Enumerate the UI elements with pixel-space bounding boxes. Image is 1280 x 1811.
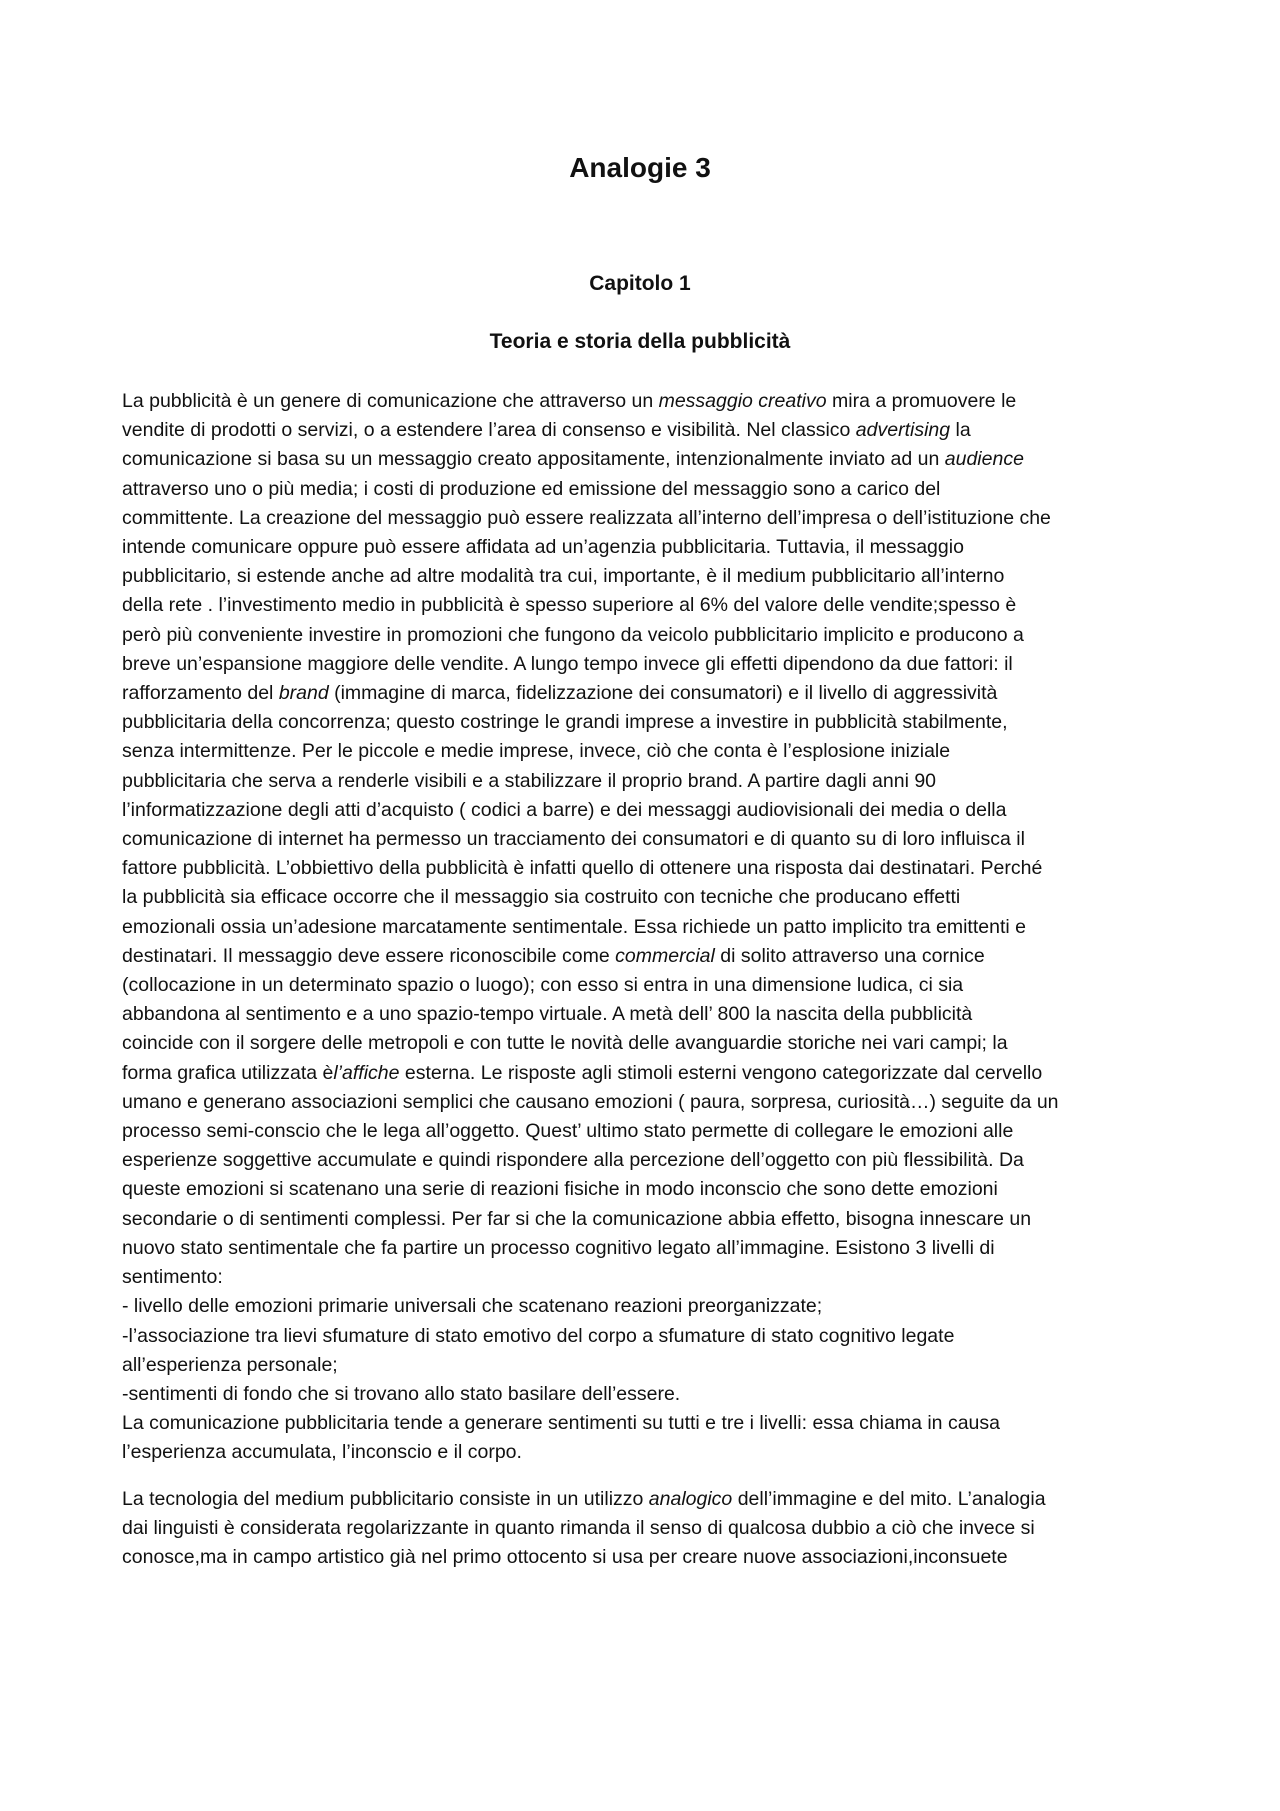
text-line bbox=[122, 562, 1182, 591]
text-line bbox=[122, 475, 1182, 504]
italic-run: messaggio creativo bbox=[658, 390, 827, 412]
text-run: dell’immagine e del mito. L’analogia bbox=[732, 1487, 1046, 1510]
text-line bbox=[122, 1059, 1182, 1088]
text-line bbox=[122, 883, 1182, 912]
text-run: pubblicitario, si estende anche ad altre modalità tra cui, importante, è il medium pubblicitario all’interno bbox=[122, 565, 1005, 588]
text-run: -l’associazione tra lievi sfumature di stato emotivo del corpo a sfumature di stato cognitivo legate bbox=[122, 1324, 955, 1347]
text-run: La comunicazione pubblicitaria tende a generare sentimenti su tutti e tre i livelli: essa chiama in causa bbox=[122, 1412, 1000, 1435]
text-line bbox=[122, 1146, 1182, 1175]
text-run: l’esperienza accumulata, l’inconscio e il corpo. bbox=[122, 1441, 522, 1464]
text-line bbox=[122, 1029, 1182, 1058]
text-run: conosce,ma in campo artistico già nel primo ottocento si usa per creare nuove associazioni,inconsuete bbox=[122, 1545, 1008, 1568]
text-line bbox=[122, 1263, 1182, 1292]
text-run: di solito attraverso una cornice bbox=[714, 944, 985, 967]
text-line bbox=[122, 825, 1182, 854]
text-run: -sentimenti di fondo che si trovano allo stato basilare dell’essere. bbox=[122, 1382, 681, 1405]
text-line bbox=[122, 1380, 1182, 1409]
text-line bbox=[122, 942, 1182, 971]
text-line bbox=[122, 1351, 1182, 1380]
body-text bbox=[122, 387, 1182, 1572]
text-line bbox=[122, 1322, 1182, 1351]
italic-run: advertising bbox=[855, 419, 951, 442]
italic-run: audience bbox=[944, 448, 1024, 471]
text-line bbox=[122, 971, 1182, 1000]
text-run: forma grafica utilizzata è bbox=[122, 1061, 334, 1084]
text-run: umano e generano associazioni semplici che causano emozioni ( paura, sorpresa, curiosità…) seguite da un bbox=[122, 1090, 1059, 1113]
text-line bbox=[122, 1409, 1182, 1438]
text-run: (immagine di marca, fidelizzazione dei consumatori) e il livello di aggressività bbox=[328, 682, 998, 705]
text-line bbox=[122, 1438, 1182, 1467]
text-line bbox=[122, 1117, 1182, 1146]
text-run: comunicazione si basa su un messaggio creato appositamente, intenzionalmente inviato ad un bbox=[122, 448, 945, 471]
text-run: emozionali ossia un’adesione marcatamente sentimentale. Essa richiede un patto implicito tra emittenti e bbox=[122, 915, 1026, 938]
text-line bbox=[122, 1175, 1182, 1204]
chapter-heading: Capitolo 1 bbox=[589, 272, 691, 295]
text-run: attraverso uno o più media; i costi di produzione ed emissione del messaggio sono a carico del bbox=[122, 477, 941, 500]
text-line bbox=[122, 1514, 1182, 1543]
text-line bbox=[122, 1485, 1182, 1514]
text-run: mira a promuovere le bbox=[826, 390, 1017, 412]
text-run: esperienze soggettive accumulate e quindi rispondere alla percezione dell’oggetto con più flessibilità. Da bbox=[122, 1149, 1024, 1172]
text-run: all’esperienza personale; bbox=[122, 1353, 338, 1376]
text-run: fattore pubblicità. L’obbiettivo della pubblicità è infatti quello di ottenere una risposta dai destinatari. Perché bbox=[122, 857, 1043, 880]
text-run: però più conveniente investire in promozioni che fungono da veicolo pubblicitario implicito e producono a bbox=[122, 623, 1024, 646]
text-line bbox=[122, 708, 1182, 737]
text-line bbox=[122, 854, 1182, 883]
text-line bbox=[122, 621, 1182, 650]
text-run: abbandona al sentimento e a uno spazio-tempo virtuale. A metà dell’ 800 la nascita della pubblicità bbox=[122, 1003, 973, 1026]
text-line bbox=[122, 767, 1182, 796]
text-run: la bbox=[950, 419, 971, 442]
text-line bbox=[122, 591, 1182, 620]
italic-run: brand bbox=[278, 682, 329, 705]
text-line bbox=[122, 533, 1182, 562]
text-run: La tecnologia del medium pubblicitario consiste in un utilizzo bbox=[122, 1487, 649, 1510]
text-line bbox=[122, 1292, 1182, 1321]
text-run: l’informatizzazione degli atti d’acquisto ( codici a barre) e dei messaggi audiovisionali dei media o della bbox=[122, 798, 1007, 821]
italic-run: l’affiche bbox=[333, 1061, 400, 1084]
text-run: sentimento: bbox=[122, 1266, 223, 1289]
text-run: (collocazione in un determinato spazio o luogo); con esso si entra in una dimensione ludica, ci sia bbox=[122, 974, 964, 997]
text-run: queste emozioni si scatenano una serie di reazioni fisiche in modo inconscio che sono dette emozioni bbox=[122, 1178, 998, 1201]
italic-run: commercial bbox=[615, 944, 715, 967]
document-title: Analogie 3 bbox=[569, 152, 711, 183]
text-line bbox=[122, 913, 1182, 942]
text-run: vendite di prodotti o servizi, o a estendere l’area di consenso e visibilità. Nel classico bbox=[122, 419, 856, 442]
text-run: destinatari. Il messaggio deve essere riconoscibile come bbox=[122, 944, 616, 967]
text-run: breve un’espansione maggiore delle vendite. A lungo tempo invece gli effetti dipendono da due fattori: il bbox=[122, 652, 1013, 675]
text-line bbox=[122, 1234, 1182, 1263]
text-run: dai linguisti è considerata regolarizzante in quanto rimanda il senso di qualcosa dubbio a ciò che invece si bbox=[122, 1516, 1035, 1539]
paragraph bbox=[122, 1485, 1182, 1573]
text-run: comunicazione di internet ha permesso un tracciamento dei consumatori e di quanto su di loro influisca il bbox=[122, 828, 1025, 851]
paragraph-gap bbox=[122, 1468, 1182, 1485]
text-line bbox=[122, 504, 1182, 533]
text-run: coincide con il sorgere delle metropoli e con tutte le novità delle avanguardie storiche nei vari campi; la bbox=[122, 1032, 1008, 1055]
text-run: nuovo stato sentimentale che fa partire un processo cognitivo legato all’immagine. Esistono 3 livelli di bbox=[122, 1236, 995, 1259]
text-run: la pubblicità sia efficace occorre che il messaggio sia costruito con tecniche che producano effetti bbox=[122, 886, 961, 909]
text-line bbox=[122, 1088, 1182, 1117]
text-line bbox=[122, 796, 1182, 825]
text-line bbox=[122, 679, 1182, 708]
text-line bbox=[122, 1543, 1182, 1572]
text-run: La pubblicità è un genere di comunicazione che attraverso un bbox=[122, 390, 659, 412]
text-run: - livello delle emozioni primarie universali che scatenano reazioni preorganizzate; bbox=[122, 1295, 823, 1318]
paragraph bbox=[122, 387, 1182, 1468]
text-line bbox=[122, 650, 1182, 679]
text-line bbox=[122, 1205, 1182, 1234]
text-line bbox=[122, 445, 1182, 474]
text-run: pubblicitaria della concorrenza; questo costringe le grandi imprese a investire in pubblicità stabilmente, bbox=[122, 711, 1008, 734]
text-run: senza intermittenze. Per le piccole e medie imprese, invece, ciò che conta è l’esplosione iniziale bbox=[122, 740, 951, 763]
chapter-subtitle: Teoria e storia della pubblicità bbox=[489, 330, 791, 353]
text-run: esterna. Le risposte agli stimoli esterni vengono categorizzate dal cervello bbox=[399, 1061, 1043, 1084]
text-run: pubblicitaria che serva a renderle visibili e a stabilizzare il proprio brand. A partire dagli anni 90 bbox=[122, 769, 937, 792]
text-line bbox=[122, 387, 1182, 416]
text-run: processo semi-conscio che le lega all’oggetto. Quest’ ultimo stato permette di collegare le emozioni alle bbox=[122, 1120, 1014, 1143]
text-run: secondarie o di sentimenti complessi. Per far si che la comunicazione abbia effetto, bisogna innescare un bbox=[122, 1207, 1032, 1230]
text-run: intende comunicare oppure può essere affidata ad un’agenzia pubblicitaria. Tuttavia, il messaggio bbox=[122, 536, 964, 559]
text-run: rafforzamento del bbox=[122, 682, 279, 705]
text-run: committente. La creazione del messaggio può essere realizzata all’interno dell’impresa o dell’istituzione che bbox=[122, 506, 1051, 529]
text-line bbox=[122, 1000, 1182, 1029]
text-run: della rete . l’investimento medio in pubblicità è spesso superiore al 6% del valore delle vendite;spesso è bbox=[122, 594, 1017, 617]
text-line bbox=[122, 416, 1182, 445]
text-line bbox=[122, 737, 1182, 766]
italic-run: analogico bbox=[648, 1487, 733, 1510]
